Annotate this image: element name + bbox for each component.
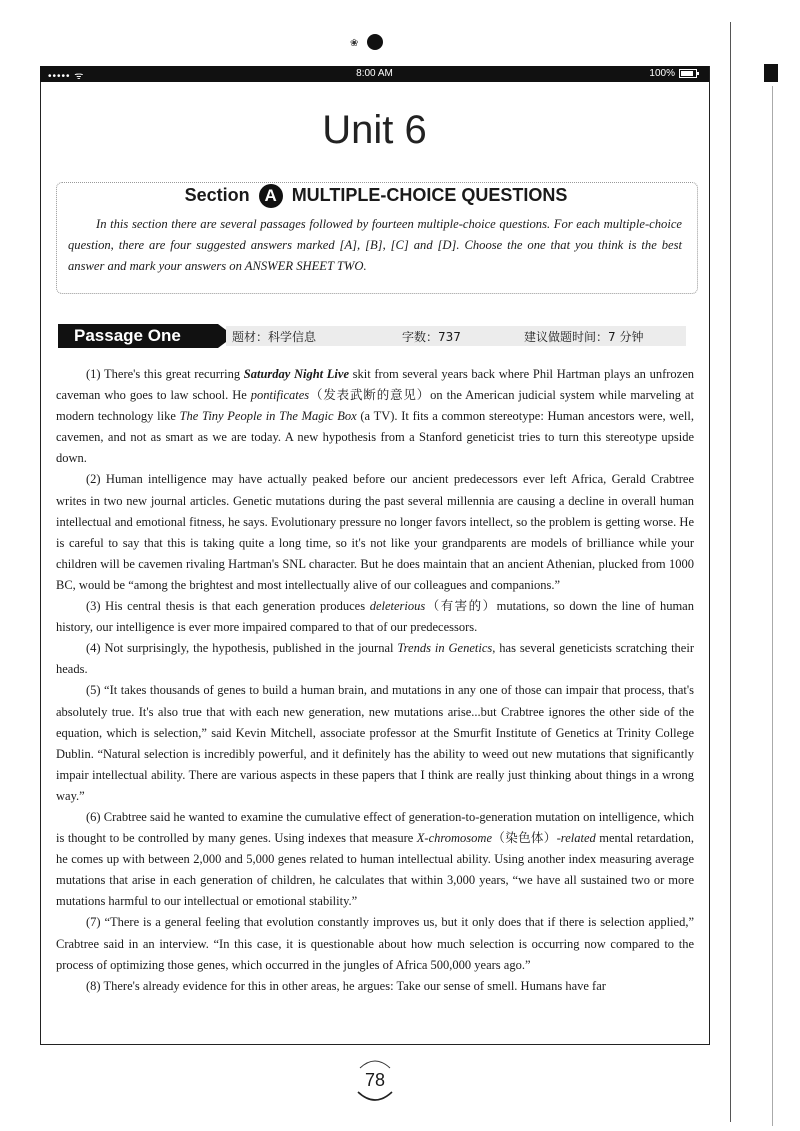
paragraph-8: (8) There's already evidence for this in other areas, he argues: Take our sense of smell. Humans have far <box>86 978 606 993</box>
paragraph-6 <box>56 807 694 912</box>
section-instructions: In this section there are several passages followed by fourteen multiple-choice questions. For each multiple-choice question, there are four suggested answers marked [A], [B], [C] and [D]. Choose the one that you think is the best answer and mark your answers on ANSWER SHEET TWO. <box>68 217 682 273</box>
p4-text: , has several geneticists scratching their heads. <box>56 641 694 677</box>
paragraph-7: (7) “There is a general feeling that evolution constantly improves us, but it only does that if there is selection applied,” Crabtree said in an interview. “In this case, it is questionable about how much selection is occurring now compared to the process of optimizing those genes, which occurred in the jungles of Africa 500,000 years ago.” <box>56 915 694 972</box>
p1-tv-title: The Tiny People in The Magic Box <box>179 409 357 424</box>
p6-term: -related <box>556 831 596 846</box>
p3-text: （有害的）mutations, so down the line of human history, our intelligence is ever more impaired compared to that of our predecessors. <box>56 599 694 635</box>
decoration-dot <box>367 34 383 50</box>
section-prefix: Section <box>184 185 250 205</box>
p1-show-title: Saturday Night Live <box>243 367 350 381</box>
p3-term: deleterious <box>369 599 426 614</box>
p6-text: (6) Crabtree said he wanted to examine the cumulative effect of generation-to-generation mutation on intelligence, which is thought to be controlled by many genes. Using indexes that measure <box>56 809 694 846</box>
decoration-mark: ❀ <box>350 38 359 49</box>
p6-gloss: （染色体） <box>492 831 557 846</box>
passage-topic: 题材：科学信息 <box>232 330 317 344</box>
section-letter-badge: A <box>259 184 283 208</box>
passage-tag <box>58 324 236 348</box>
battery-percent: 100% <box>649 68 675 79</box>
page-footer <box>352 1054 398 1104</box>
p4-text: (4) Not surprisingly, the hypothesis, published in the journal <box>86 641 398 656</box>
unit-title: Unit 6 <box>322 108 427 152</box>
passage-meta <box>226 326 686 346</box>
status-time: 8:00 AM <box>356 68 393 79</box>
edge-tab <box>764 64 778 82</box>
p1-term: pontificates <box>250 388 310 403</box>
p4-journal: Trends in Genetics <box>397 641 493 656</box>
binding-line <box>730 22 731 1122</box>
passage-label: Passage One <box>74 326 181 345</box>
signal-indicator: ••••• ᯤ <box>48 71 85 82</box>
status-bar <box>40 66 709 82</box>
p1-text: skit from several years back where Phil Hartman plays an unfrozen caveman who goes to law school. He <box>56 367 695 403</box>
battery-icon <box>679 69 697 78</box>
passage-suggested-time: 建议做题时间：7 分钟 <box>524 330 644 344</box>
p3-text: (3) His central thesis is that each generation produces <box>86 599 370 614</box>
section-title: MULTIPLE-CHOICE QUESTIONS <box>291 185 568 205</box>
p1-text: (1) There's this great recurring <box>86 367 244 381</box>
binding-line-secondary <box>772 86 773 1126</box>
p1-text: (a TV). It fits a common stereotype: Human ancestors were, well, cavemen, and not as smart as we are today. A new hypothesis from a Stanford geneticist tries to turn this stereotype upside down. <box>56 409 694 466</box>
paragraph-1 <box>56 364 694 469</box>
passage-word-count: 字数：737 <box>402 330 461 344</box>
section-heading <box>56 184 696 208</box>
paragraph-5: (5) “It takes thousands of genes to build a human brain, and mutations in any one of those can impair that process, that's absolutely true. It's also true that with each new generation, new mutations arise...but Crabtree ignores the other side of the equation, which is selection,” said Kevin Mitchell, associate professor at the Smurfit Institute of Genetics at Trinity College Dublin. “Natural selection is incredibly powerful, and it definitely has the ability to weed out new mutations that significantly impair intellectual ability. There are various aspects in these papers that I think are really just thinking about things in a wrong way.” <box>56 683 694 803</box>
paragraph-2: (2) Human intelligence may have actually peaked before our ancient predecessors ever left Africa, Gerald Crabtree writes in two new journal articles. Genetic mutations during the past several millennia are causing a decline in overall human intellectual and emotional fitness, he says. Evolutionary pressure no longer favors intellect, so the problem is getting worse. He is careful to say that this is taking quite a long time, so it's not like your grandparents are models of brilliance while your children will be cavemen rivaling Hartman's SNL character. But he does maintain that an ancient Athenian, plucked from 1000 BC, would be “among the brightest and most intellectually alive of our colleagues and companions.” <box>56 472 694 592</box>
battery-group <box>649 68 697 79</box>
p6-text: mental retardation, he comes up with between 2,000 and 5,000 genes related to human intellectual ability. Using another index measuring average mutations that arise in each generation of children, he calculates that within 3,000 years, “we have all sustained two or more mutations harmful to our intellectual or emotional stability.” <box>56 831 694 909</box>
p1-text: （发表武断的意见）on the American judicial system while marveling at modern technology like <box>56 388 694 424</box>
paragraph-4 <box>56 638 694 680</box>
passage-body <box>56 364 694 997</box>
paragraph-3 <box>56 596 694 638</box>
page-number: 78 <box>364 1070 386 1090</box>
top-decoration <box>350 30 410 54</box>
p6-term: X-chromosome <box>416 831 492 846</box>
